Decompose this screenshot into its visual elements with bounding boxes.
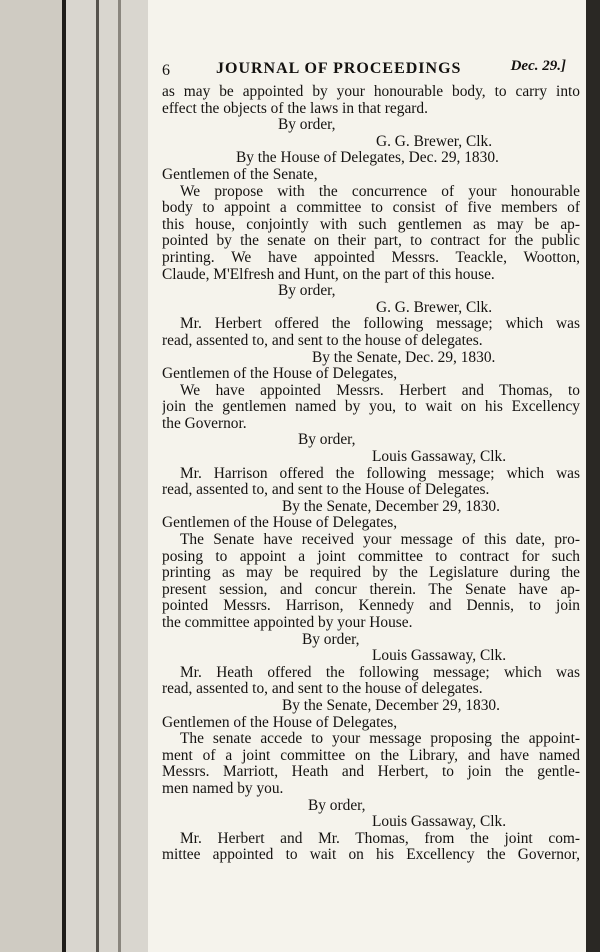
by-order: By order, bbox=[278, 283, 336, 300]
text-line: We have appointed Messrs. Herbert and Thomas, to bbox=[180, 382, 580, 399]
clerk-signature: Louis Gassaway, Clk. bbox=[372, 814, 507, 831]
page-number: 6 bbox=[162, 62, 170, 79]
by-order: By order, bbox=[298, 432, 356, 449]
text-line: read, assented to, and sent to the House of Delegates. bbox=[162, 482, 490, 499]
text-line: effect the objects of the laws in that regard. bbox=[162, 100, 428, 117]
by-order: By order, bbox=[278, 117, 336, 134]
text-line: Mr. Herbert and Mr. Thomas, from the joint com- bbox=[180, 830, 580, 847]
running-date: Dec. 29.] bbox=[510, 58, 566, 74]
text-line: Mr. Herbert offered the following message; which was bbox=[180, 316, 580, 333]
text-line: printing as may be required by the Legislature during the bbox=[162, 565, 580, 582]
text-line: read, assented to, and sent to the house of delegates. bbox=[162, 332, 483, 349]
text-line: the committee appointed by your House. bbox=[162, 615, 413, 631]
salutation: Gentlemen of the House of Delegates, bbox=[162, 714, 398, 731]
text-line: join the gentlemen named by you, to wait on his Excellency bbox=[162, 399, 580, 416]
text-line: mittee appointed to wait on his Excellency the Governor, bbox=[162, 847, 580, 864]
text-line: men named by you. bbox=[162, 780, 284, 797]
text-line: pointed by the senate on their part, to contract for the public bbox=[162, 233, 580, 250]
text-line: Claude, M'Elfresh and Hunt, on the part of this house. bbox=[162, 266, 495, 283]
page-content bbox=[162, 54, 580, 864]
page-edge-light bbox=[118, 0, 121, 952]
running-title: JOURNAL OF PROCEEDINGS bbox=[216, 60, 462, 77]
clerk-signature: G. G. Brewer, Clk. bbox=[376, 299, 493, 316]
text-line: this house, conjointly with such gentlemen as may be ap- bbox=[162, 216, 580, 233]
clerk-signature: Louis Gassaway, Clk. bbox=[372, 449, 507, 466]
text-line: Messrs. Marriott, Heath and Herbert, to join the gentle- bbox=[162, 764, 580, 781]
scan-right-bleed bbox=[586, 0, 600, 952]
text-line: ment of a joint committee on the Library, and have named bbox=[162, 747, 580, 764]
by-order: By order, bbox=[308, 797, 366, 814]
page-edge-mid bbox=[96, 0, 99, 952]
text-line: Mr. Harrison offered the following message; which was bbox=[180, 465, 580, 482]
message-dateline: By the Senate, December 29, 1830. bbox=[282, 697, 500, 714]
text-line: body to appoint a committee to consist of five members of bbox=[162, 200, 580, 217]
text-line: the Governor. bbox=[162, 415, 247, 432]
salutation: Gentlemen of the House of Delegates, bbox=[162, 515, 398, 532]
scan-left-margin bbox=[0, 0, 62, 952]
text-line: posing to appoint a joint committee to contract for such bbox=[162, 548, 580, 565]
message-dateline: By the House of Delegates, Dec. 29, 1830. bbox=[236, 150, 499, 167]
text-line: We propose with the concurrence of your honourable bbox=[180, 183, 580, 200]
text-line: as may be appointed by your honourable body, to carry into bbox=[162, 84, 580, 100]
text-line: The Senate have received your message of this date, pro- bbox=[180, 532, 580, 549]
message-dateline: By the Senate, Dec. 29, 1830. bbox=[312, 349, 496, 366]
clerk-signature: G. G. Brewer, Clk. bbox=[376, 133, 493, 150]
salutation: Gentlemen of the House of Delegates, bbox=[162, 366, 398, 383]
message-dateline: By the Senate, December 29, 1830. bbox=[282, 498, 500, 515]
text-line: printing. We have appointed Messrs. Teackle, Wootton, bbox=[162, 249, 580, 266]
text-line: Mr. Heath offered the following message; which was bbox=[180, 664, 580, 681]
page-edge-dark bbox=[62, 0, 66, 952]
text-line: read, assented to, and sent to the house of delegates. bbox=[162, 681, 483, 698]
by-order: By order, bbox=[302, 631, 360, 648]
text-line: present session, and concur therein. The Senate have ap- bbox=[162, 581, 580, 598]
text-line: The senate accede to your message proposing the appoint- bbox=[180, 731, 580, 748]
text-line: pointed Messrs. Harrison, Kennedy and Dennis, to join bbox=[162, 598, 580, 615]
journal-page bbox=[148, 0, 600, 952]
salutation: Gentlemen of the Senate, bbox=[162, 166, 318, 183]
running-header bbox=[162, 54, 580, 84]
clerk-signature: Louis Gassaway, Clk. bbox=[372, 648, 507, 665]
